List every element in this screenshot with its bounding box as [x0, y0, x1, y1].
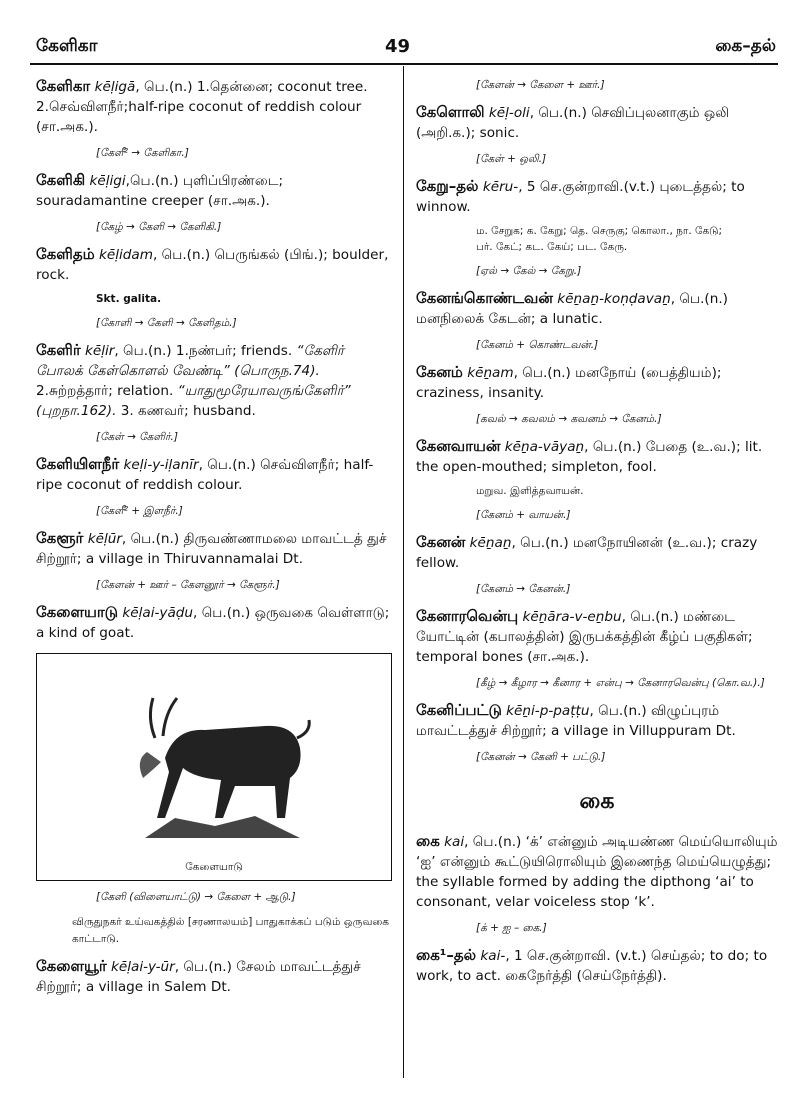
- entry: [36, 170, 392, 211]
- etymology: [ஏல் → கேல் → கேறு.]: [476, 265, 582, 277]
- etymology: [கேழ் → கேளி → கேளிகி.]: [96, 221, 222, 233]
- etymology: [கேனம் + வாயன்.]: [476, 509, 571, 521]
- definition: , பெ.(n.) செவ்விளநீர்; half-ripe coconut of reddish colour.: [36, 457, 374, 493]
- entry: [416, 532, 778, 573]
- illustration-caption: கேளையாடு: [185, 861, 243, 873]
- etymology: [கேனம் → கேனன்.]: [476, 583, 571, 595]
- transliteration: kēḷ-oli: [488, 105, 530, 121]
- definition: , பெ.(n.) மண்டை யோட்டின் (கபாலத்தின்) இருபக்கத்தின் கீழ்ப் பகுதிகள்; temporal bones (சா.அக.).: [416, 609, 753, 665]
- definition: , 5 செ.குன்றாவி.(v.t.) புடைத்தல்; to winnow.: [416, 179, 745, 215]
- headword: கை¹–தல்: [416, 946, 477, 964]
- definition: , பெ.(n.) மனநிலைக் கேடன்; a lunatic.: [416, 291, 728, 327]
- etymology: [கேளன் + ஊர் – கேளனூர் → கேளூர்.]: [96, 579, 280, 591]
- usage-note: விருதுநகர் உய்வகத்தில் [சரணாலயம்] பாதுகாக்கப் படும் ஒருவகை காட்டாடு.: [72, 916, 390, 945]
- entry: [36, 454, 392, 495]
- page-number: 49: [385, 36, 411, 57]
- definition: , பெ.(n.) மனநோய் (பைத்தியம்); craziness, insanity.: [416, 365, 722, 401]
- entry: [416, 362, 778, 403]
- etymology: [க் + ஐ – கை.]: [476, 922, 547, 934]
- synonym-note: மறுவ. இளித்தவாயன்.: [476, 485, 584, 497]
- entry: [416, 606, 778, 667]
- entry: [416, 436, 778, 477]
- transliteration: kēṉāra-v-eṉbu: [522, 609, 622, 625]
- definition: , பெ.(n.) மனநோயினன் (உ.வ.); crazy fellow.: [416, 535, 758, 571]
- etymology: [கவல் → கவலம் → கவனம் → கேனம்.]: [476, 413, 662, 425]
- etymology: [கேனம் + கொண்டவன்.]: [476, 339, 599, 351]
- headword: கேளிகா: [36, 77, 91, 95]
- cognates-line: ம. சேறுக; க. கேறு; தெ. செருகு; கொலா., நா. கேடு;: [476, 225, 723, 237]
- transliteration: kēṉaṉ: [469, 535, 512, 551]
- entry: [416, 102, 778, 143]
- definition: , பெ.(n.) விழுப்புரம் மாவட்டத்துச் சிற்றூர்; a village in Villuppuram Dt.: [416, 703, 736, 739]
- headword: கேளூர்: [36, 529, 84, 547]
- headword: கேளிதம்: [36, 245, 95, 263]
- etymology: [கேளன் → கேளை + ஊர்.]: [476, 79, 605, 91]
- definition: , பெ.(n.) திருவண்ணாமலை மாவட்டத் துச் சிற்றூர்; a village in Thiruvannamalai Dt.: [36, 531, 387, 567]
- transliteration: kēru-: [482, 179, 519, 195]
- header-rule: [30, 63, 778, 65]
- headword: கேனம்: [416, 363, 463, 381]
- headword: கேனிப்பட்டு: [416, 701, 502, 719]
- definition: , பெ.(n.) பெருங்கல் (பிங்.); boulder, rock.: [36, 247, 389, 283]
- etymology: [கேள் + ஒலி.]: [476, 153, 547, 165]
- headword: கேறு–தல்: [416, 177, 479, 195]
- headword: கேளிர்: [36, 341, 81, 359]
- entry: [416, 831, 778, 912]
- headword: கேளிகி: [36, 171, 86, 189]
- headword: கேனங்கொண்டவன்: [416, 289, 553, 307]
- etymology: [கேளீ² → கேளிகா.]: [96, 147, 189, 159]
- headword: கேளொலி: [416, 103, 485, 121]
- etymology: [கோளி → கேளி → கேளிதம்.]: [96, 317, 237, 329]
- entry: [36, 528, 392, 569]
- entry: [36, 340, 392, 421]
- entry: [416, 288, 778, 329]
- definition: , பெ.(n.) சேலம் மாவட்டத்துச் சிற்றூர்; a village in Salem Dt.: [36, 959, 361, 995]
- entry: [416, 945, 778, 986]
- left-column: [36, 76, 392, 1001]
- definition: , 1 செ.குன்றாவி. (v.t.) செய்தல்; to do; to work, to act. கைநேர்த்தி (செய்நேர்த்தி).: [416, 948, 768, 984]
- entry: [36, 602, 392, 643]
- transliteration: kēṉam: [467, 365, 514, 381]
- transliteration: kēḷai-y-ūr: [111, 959, 175, 975]
- definition: , பெ.(n.) ஒருவகை வெள்ளாடு; a kind of goat.: [36, 605, 390, 641]
- section-heading: கை: [579, 789, 615, 814]
- headword: கை: [416, 832, 440, 850]
- transliteration: kēḷidam: [99, 247, 153, 263]
- cognates: [476, 223, 778, 255]
- goat-illustration: [36, 653, 392, 881]
- definition: , பெ.(n.) 1.நண்பர்; friends.: [114, 343, 293, 359]
- transliteration: kēḷigā: [94, 79, 136, 95]
- etymology: [கேளி (விளையாட்டு) → கேளை + ஆடு.]: [96, 891, 296, 903]
- quotation: “கேளிர் போலக் கேள்கொளல் வேண்டி” (பொருந.74).: [36, 343, 345, 379]
- transliteration: kai-: [480, 948, 506, 964]
- etymology: [கேளீ² + இளநீர்.]: [96, 505, 183, 517]
- headword: கேளையாடு: [36, 603, 119, 621]
- transliteration: kēḷigi: [89, 173, 126, 189]
- definition: , பெ.(n.) 1.தென்னை; coconut tree. 2.செவ்விளநீர்;half-ripe coconut of reddish colour (சா.அக.).: [36, 79, 368, 135]
- headword: கேளியிளநீர்: [36, 455, 120, 473]
- transliteration: kēṉa-vāyaṉ: [504, 439, 585, 455]
- definition: , பெ.(n.) பேதை (உ.வ.); lit. the open-mouthed; simpleton, fool.: [416, 439, 763, 475]
- goat-drawing-icon: [125, 668, 315, 848]
- transliteration: kēḷir: [85, 343, 115, 359]
- column-divider: [403, 66, 404, 1078]
- loanword-note: Skt. galita.: [96, 293, 162, 305]
- headword: கேனாரவென்பு: [416, 607, 519, 625]
- cognates-line: பர். கேட்; கட. கேய்; பட. கேரு.: [476, 241, 628, 253]
- headword: கேனன்: [416, 533, 466, 551]
- definition: 3. கணவர்; husband.: [116, 403, 256, 419]
- definition: , பெ.(n.) செவிப்புலனாகும் ஒலி (அறி.க.); sonic.: [416, 105, 730, 141]
- transliteration: kai: [444, 834, 465, 850]
- transliteration: kēṉaṉ-koṇḍavaṉ: [557, 291, 671, 307]
- definition: ,பெ.(n.) புளிப்பிரண்டை; souradamantine creeper (சா.அக.).: [36, 173, 284, 209]
- entry: [416, 176, 778, 217]
- etymology: [கேனன் → கேனி + பட்டு.]: [476, 751, 606, 763]
- running-head-left: கேளிகா: [36, 36, 98, 56]
- transliteration: keḷi-y-iḷanīr: [123, 457, 199, 473]
- transliteration: kēṉi-p-paṭṭu: [506, 703, 590, 719]
- running-head-right: கை–தல்: [715, 36, 776, 56]
- entry: [36, 76, 392, 137]
- transliteration: kēḷūr: [87, 531, 122, 547]
- headword: கேனவாயன்: [416, 437, 501, 455]
- quotation: “யாதுமூரேயாவருங்கேளிர்” (புறநா.162).: [36, 383, 351, 419]
- definition: , பெ.(n.) ‘க்’ என்னும் அடியண்ண மெய்யொலியும் ‘ஐ’ என்னும் கூட்டுயிரொலியும் இணைந்த மெய்யெழுத்து; the syllable formed by adding the dipthong ‘ai’ to consonant, velar voiceless stop ‘k’.: [416, 834, 778, 910]
- etymology: [கேள் → கேளிர்.]: [96, 431, 178, 443]
- entry: [36, 244, 392, 285]
- transliteration: kēḷai-yāḍu: [122, 605, 194, 621]
- entry: [36, 956, 392, 997]
- etymology: [கீழ் → கீழார → கீனார + என்பு → கேனாரவென்பு (கொ.வ.).]: [476, 677, 765, 689]
- headword: கேளையூர்: [36, 957, 107, 975]
- definition: 2.சுற்றத்தார்; relation.: [36, 383, 174, 399]
- right-column: [416, 76, 778, 990]
- entry: [416, 700, 778, 741]
